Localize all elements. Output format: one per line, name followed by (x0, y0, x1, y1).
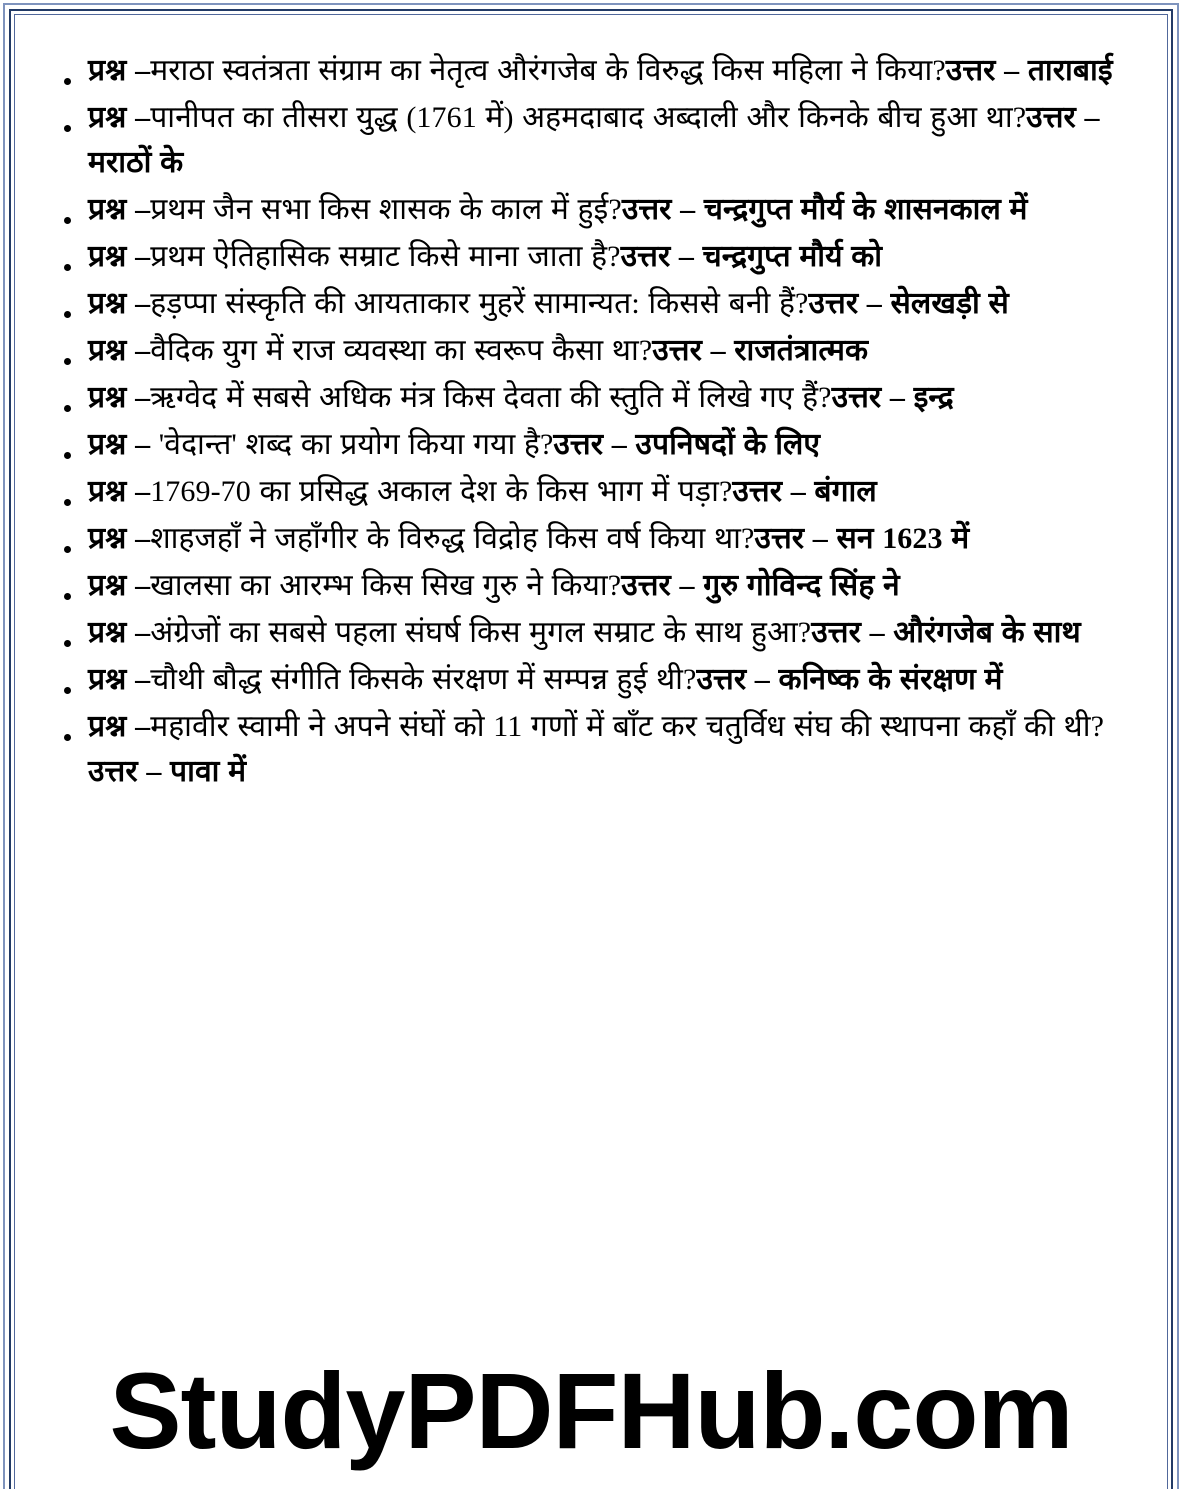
question-dash: – (126, 522, 151, 555)
bullet-dot-icon (64, 452, 71, 459)
question-text: खालसा का आरम्भ किस सिख गुरु ने किया? (150, 569, 622, 602)
answer-text: उत्तर – चन्द्रगुप्त मौर्य के शासनकाल में (621, 193, 1028, 226)
list-item (46, 281, 1136, 326)
list-item (46, 610, 1136, 655)
answer-text: उत्तर – उपनिषदों के लिए (553, 428, 821, 461)
bullet-dot-icon (64, 311, 71, 318)
question-label: प्रश्न (88, 663, 127, 696)
bullet-dot-icon (64, 358, 71, 365)
question-text: 1769-70 का प्रसिद्ध अकाल देश के किस भाग में पड़ा? (150, 475, 733, 508)
list-item (46, 469, 1136, 514)
question-text: वैदिक युग में राज व्यवस्था का स्वरूप कैसा था? (150, 334, 653, 367)
question-label: प्रश्न (88, 287, 127, 320)
list-item (46, 187, 1136, 232)
question-label: प्रश्न (88, 381, 127, 414)
answer-text: उत्तर – इन्द्र (831, 381, 954, 414)
question-label: प्रश्न (88, 101, 127, 134)
answer-text: उत्तर – सन 1623 में (754, 522, 970, 555)
question-dash: – (126, 240, 151, 273)
bullet-dot-icon (64, 734, 71, 741)
question-label: प्रश्न (88, 54, 127, 87)
question-dash: – (126, 334, 151, 367)
question-text: चौथी बौद्ध संगीति किसके संरक्षण में सम्पन्न हुई थी? (150, 663, 697, 696)
list-item (46, 375, 1136, 420)
answer-text: उत्तर – ताराबाई (945, 54, 1113, 87)
answer-text: उत्तर – मराठों के (88, 101, 1100, 179)
question-label: प्रश्न (88, 710, 127, 743)
answer-text: उत्तर – गुरु गोविन्द सिंह ने (621, 569, 900, 602)
question-dash: – (126, 475, 151, 508)
question-text: मराठा स्वतंत्रता संग्राम का नेतृत्व औरंगजेब के विरुद्ध किस महिला ने किया? (150, 54, 946, 87)
question-label: प्रश्न (88, 522, 127, 555)
bullet-dot-icon (64, 593, 71, 600)
answer-text: उत्तर – पावा में (88, 755, 247, 788)
list-item (46, 704, 1136, 794)
question-label: प्रश्न (88, 334, 127, 367)
list-item (46, 516, 1136, 561)
answer-text: उत्तर – औरंगजेब के साथ (811, 616, 1081, 649)
question-answer-list (46, 48, 1136, 794)
question-dash: – (126, 381, 151, 414)
question-dash: – (126, 428, 159, 461)
question-text: प्रथम ऐतिहासिक सम्राट किसे माना जाता है? (150, 240, 621, 273)
question-dash: – (126, 193, 151, 226)
bullet-dot-icon (64, 125, 71, 132)
question-dash: – (126, 663, 151, 696)
question-dash: – (126, 287, 151, 320)
list-item (46, 657, 1136, 702)
bullet-dot-icon (64, 264, 71, 271)
question-text: 'वेदान्त' शब्द का प्रयोग किया गया है? (158, 428, 554, 461)
question-label: प्रश्न (88, 428, 127, 461)
answer-text: उत्तर – चन्द्रगुप्त मौर्य को (620, 240, 883, 273)
question-label: प्रश्न (88, 193, 127, 226)
question-label: प्रश्न (88, 569, 127, 602)
question-label: प्रश्न (88, 475, 127, 508)
list-item (46, 95, 1136, 185)
question-dash: – (126, 101, 151, 134)
bullet-dot-icon (64, 217, 71, 224)
question-text: अंग्रेजों का सबसे पहला संघर्ष किस मुगल सम्राट के साथ हुआ? (150, 616, 812, 649)
question-dash: – (126, 54, 151, 87)
answer-text: उत्तर – कनिष्क के संरक्षण में (696, 663, 1003, 696)
answer-text: उत्तर – राजतंत्रात्मक (652, 334, 869, 367)
bullet-dot-icon (64, 687, 71, 694)
question-text: महावीर स्वामी ने अपने संघों को 11 गणों में बाँट कर चतुर्विध संघ की स्थापना कहाँ की थी? (150, 710, 1104, 743)
question-label: प्रश्न (88, 240, 127, 273)
question-text: शाहजहाँ ने जहाँगीर के विरुद्ध विद्रोह किस वर्ष किया था? (150, 522, 755, 555)
question-text: प्रथम जैन सभा किस शासक के काल में हुई? (150, 193, 622, 226)
question-text: ऋग्वेद में सबसे अधिक मंत्र किस देवता की स्तुति में लिखे गए हैं? (150, 381, 832, 414)
question-dash: – (126, 616, 151, 649)
bullet-dot-icon (64, 78, 71, 85)
question-dash: – (126, 710, 151, 743)
question-label: प्रश्न (88, 616, 127, 649)
bullet-dot-icon (64, 546, 71, 553)
bullet-dot-icon (64, 640, 71, 647)
question-text: हड़प्पा संस्कृति की आयताकार मुहरें सामान्यत: किससे बनी हैं? (150, 287, 809, 320)
question-text: पानीपत का तीसरा युद्ध (1761 में) अहमदाबाद अब्दाली और किनके बीच हुआ था? (150, 101, 1027, 134)
list-item (46, 328, 1136, 373)
answer-text: उत्तर – सेलखड़ी से (808, 287, 1009, 320)
list-item (46, 422, 1136, 467)
bullet-dot-icon (64, 405, 71, 412)
list-item (46, 234, 1136, 279)
list-item (46, 48, 1136, 93)
list-item (46, 563, 1136, 608)
bullet-dot-icon (64, 499, 71, 506)
answer-text: उत्तर – बंगाल (732, 475, 877, 508)
question-dash: – (126, 569, 151, 602)
watermark-text: StudyPDFHub.com (109, 1350, 1073, 1471)
